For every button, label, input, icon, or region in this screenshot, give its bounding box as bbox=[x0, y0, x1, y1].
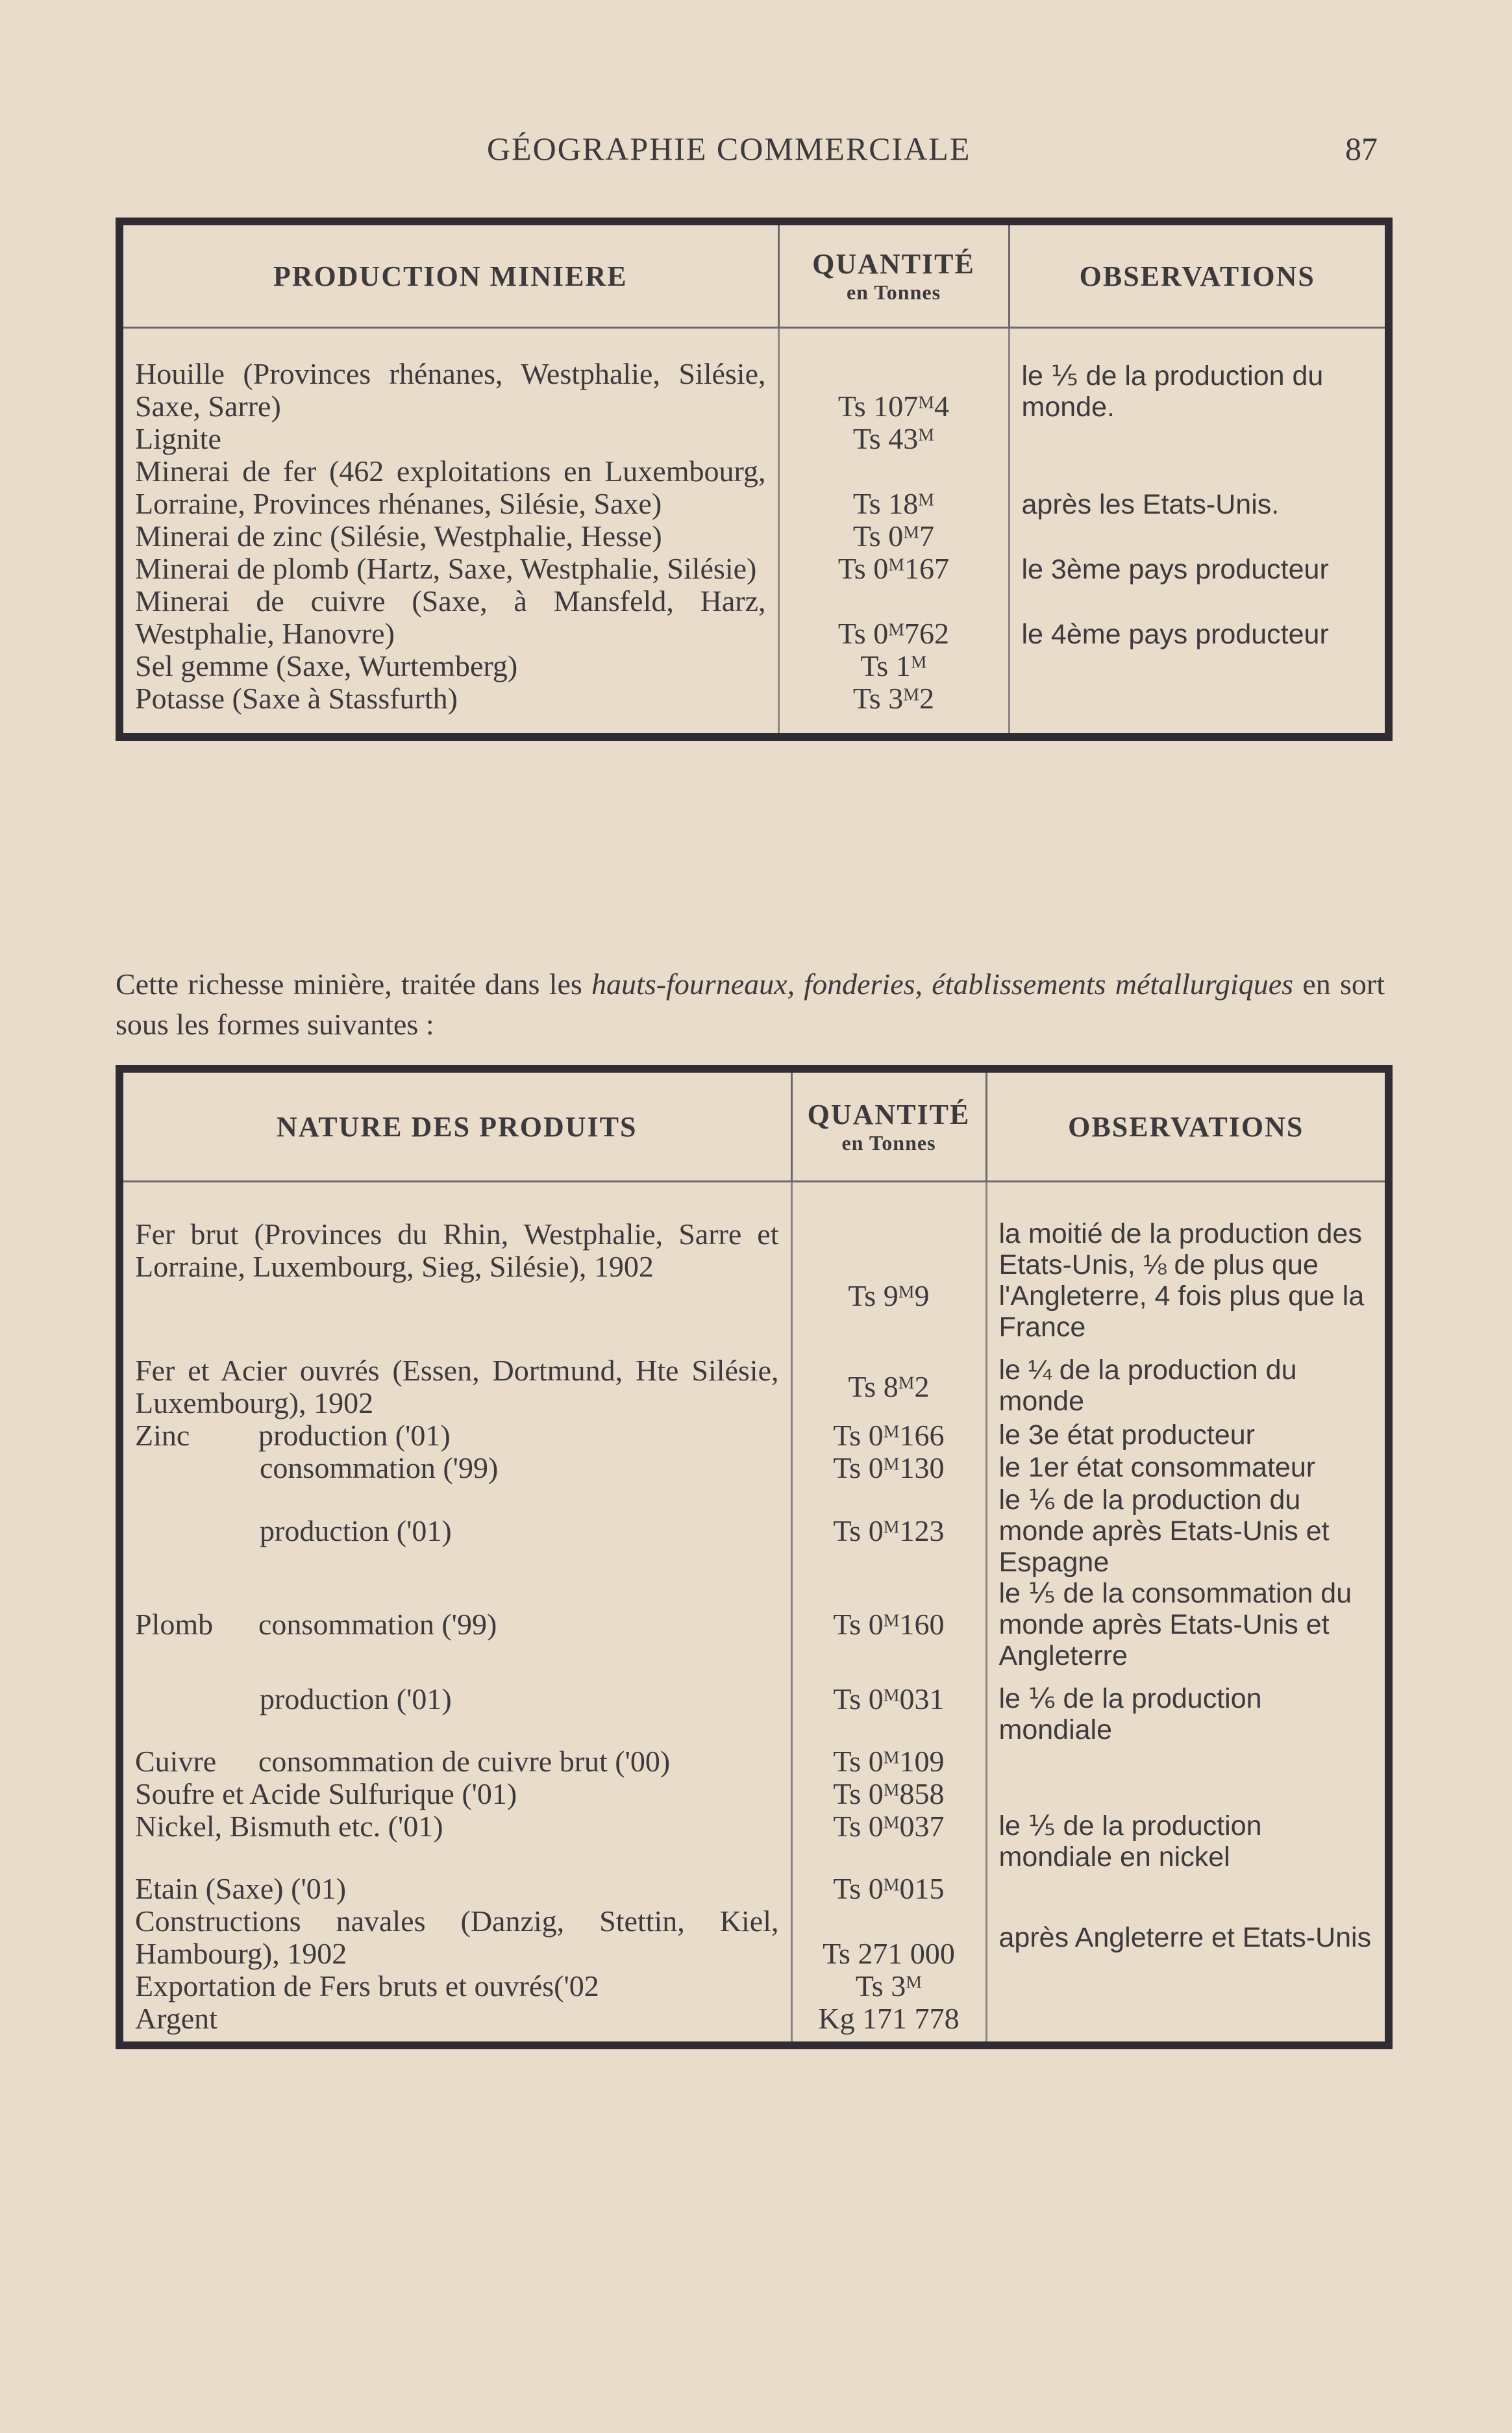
header-quantity-label: QUANTITÉ bbox=[812, 248, 975, 280]
quantity-cell: Ts 0ᴹ7 bbox=[778, 520, 1009, 553]
table-row bbox=[119, 1873, 1389, 1905]
product-cell bbox=[119, 1419, 791, 1452]
product-cell: Fer brut (Provinces du Rhin, Westphalie, Sarre et Lorraine, Luxembourg, Sieg, Silésie), 1902 bbox=[119, 1182, 791, 1355]
observation-cell bbox=[1009, 520, 1389, 553]
observation-cell bbox=[986, 1778, 1389, 1810]
group-label-plomb: Plomb bbox=[135, 1608, 214, 1641]
table-row bbox=[119, 1578, 1389, 1683]
quantity-cell: Ts 0ᴹ167 bbox=[778, 553, 1009, 585]
table-row bbox=[119, 650, 1389, 682]
observation-cell: le 4ème pays producteur bbox=[1009, 585, 1389, 650]
quantity-cell: Ts 0ᴹ762 bbox=[778, 585, 1009, 650]
observation-cell bbox=[986, 1873, 1389, 1905]
table-row bbox=[119, 520, 1389, 553]
observation-cell: le ⅙ de la production du monde après Etats-Unis et Espagne bbox=[986, 1484, 1389, 1578]
observation-cell: le ⅙ de la production mondiale bbox=[986, 1683, 1389, 1745]
quantity-cell: Ts 0ᴹ160 bbox=[791, 1578, 986, 1683]
header-nature: NATURE DES PRODUITS bbox=[119, 1069, 791, 1182]
product-cell: Minerai de cuivre (Saxe, à Mansfeld, Harz, Westphalie, Hanovre) bbox=[119, 585, 778, 650]
observation-cell bbox=[986, 1745, 1389, 1778]
observation-cell: la moitié de la production des Etats-Unis, ⅛ de plus que l'Angleterre, 4 fois plus que la France bbox=[986, 1182, 1389, 1355]
product-cell: Argent bbox=[119, 2003, 791, 2045]
header-production: PRODUCTION MINIERE bbox=[119, 221, 778, 328]
header-observations: OBSERVATIONS bbox=[986, 1069, 1389, 1182]
product-cell: consommation ('99) bbox=[119, 1452, 791, 1484]
product-cell bbox=[119, 1578, 791, 1683]
observation-cell bbox=[986, 2003, 1389, 2045]
table-row bbox=[119, 1452, 1389, 1484]
quantity-cell: Ts 0ᴹ015 bbox=[791, 1873, 986, 1905]
header-quantity-label: QUANTITÉ bbox=[807, 1099, 971, 1130]
table-row bbox=[119, 1683, 1389, 1745]
page-header bbox=[0, 130, 1512, 175]
quantity-cell: Ts 8ᴹ2 bbox=[791, 1354, 986, 1419]
observation-cell: après les Etats-Unis. bbox=[1009, 455, 1389, 520]
header-observations: OBSERVATIONS bbox=[1009, 221, 1389, 328]
observation-cell: le ⅕ de la consommation du monde après Etats-Unis et Angleterre bbox=[986, 1578, 1389, 1683]
quantity-cell: Ts 3ᴹ bbox=[791, 1970, 986, 2003]
product-cell: Constructions navales (Danzig, Stettin, Kiel, Hambourg), 1902 bbox=[119, 1905, 791, 1970]
header-quantity bbox=[791, 1069, 986, 1182]
table-row bbox=[119, 1905, 1389, 1970]
product-cell bbox=[119, 1745, 791, 1778]
quantity-cell: Ts 107ᴹ4 bbox=[778, 328, 1009, 423]
sub-product-label: production ('01) bbox=[258, 1419, 451, 1452]
quantity-cell: Ts 0ᴹ031 bbox=[791, 1683, 986, 1745]
header-quantity bbox=[778, 221, 1009, 328]
table-row bbox=[119, 553, 1389, 585]
group-label-zinc: Zinc bbox=[135, 1419, 190, 1452]
product-cell: Etain (Saxe) ('01) bbox=[119, 1873, 791, 1905]
mining-production-table bbox=[116, 218, 1393, 741]
observation-cell: le ⅕ de la production mondiale en nickel bbox=[986, 1810, 1389, 1873]
observation-cell bbox=[986, 1970, 1389, 2003]
observation-cell: le ⅕ de la production du monde. bbox=[1009, 328, 1389, 423]
product-cell: Exportation de Fers bruts et ouvrés('02 bbox=[119, 1970, 791, 2003]
product-cell: Soufre et Acide Sulfurique ('01) bbox=[119, 1778, 791, 1810]
product-cell: Minerai de plomb (Hartz, Saxe, Westphalie, Silésie) bbox=[119, 553, 778, 585]
product-cell: Sel gemme (Saxe, Wurtemberg) bbox=[119, 650, 778, 682]
table-row bbox=[119, 328, 1389, 423]
quantity-cell: Ts 18ᴹ bbox=[778, 455, 1009, 520]
table-row bbox=[119, 1810, 1389, 1873]
table-row bbox=[119, 455, 1389, 520]
table-header-row bbox=[119, 1069, 1389, 1182]
product-cell: Minerai de fer (462 exploitations en Luxembourg, Lorraine, Provinces rhénanes, Silésie, Saxe) bbox=[119, 455, 778, 520]
page-number: 87 bbox=[1345, 131, 1378, 167]
table-row bbox=[119, 1745, 1389, 1778]
product-cell: Potasse (Saxe à Stassfurth) bbox=[119, 682, 778, 737]
quantity-cell: Ts 9ᴹ9 bbox=[791, 1182, 986, 1355]
group-label-cuivre: Cuivre bbox=[135, 1745, 217, 1778]
quantity-cell: Ts 0ᴹ109 bbox=[791, 1745, 986, 1778]
table-row bbox=[119, 1970, 1389, 2003]
observation-cell: après Angleterre et Etats-Unis bbox=[986, 1905, 1389, 1970]
table-row bbox=[119, 2003, 1389, 2045]
paragraph-text-end: en sort sous les formes suivantes : bbox=[116, 967, 1385, 1041]
table-row bbox=[119, 1354, 1389, 1419]
quantity-cell: Ts 271 000 bbox=[791, 1905, 986, 1970]
products-table bbox=[116, 1065, 1393, 2049]
quantity-cell: Ts 0ᴹ130 bbox=[791, 1452, 986, 1484]
quantity-cell: Ts 0ᴹ037 bbox=[791, 1810, 986, 1873]
observation-cell: le 1er état consommateur bbox=[986, 1452, 1389, 1484]
product-cell: Houille (Provinces rhénanes, Westphalie, Silésie, Saxe, Sarre) bbox=[119, 328, 778, 423]
quantity-cell: Ts 3ᴹ2 bbox=[778, 682, 1009, 737]
paragraph-text-start: Cette richesse minière, traitée dans les bbox=[116, 967, 592, 1001]
table-header-row bbox=[119, 221, 1389, 328]
header-quantity-unit: en Tonnes bbox=[846, 281, 941, 304]
header-quantity-unit: en Tonnes bbox=[841, 1131, 936, 1154]
product-cell: Minerai de zinc (Silésie, Westphalie, Hesse) bbox=[119, 520, 778, 553]
product-cell: Fer et Acier ouvrés (Essen, Dortmund, Hte Silésie, Luxembourg), 1902 bbox=[119, 1354, 791, 1419]
table-row bbox=[119, 1778, 1389, 1810]
intro-paragraph bbox=[116, 964, 1385, 1045]
table-row bbox=[119, 682, 1389, 737]
quantity-cell: Ts 0ᴹ123 bbox=[791, 1484, 986, 1578]
quantity-cell: Ts 43ᴹ bbox=[778, 423, 1009, 455]
sub-product-label: consommation de cuivre brut ('00) bbox=[258, 1745, 671, 1778]
observation-cell bbox=[1009, 650, 1389, 682]
product-cell: production ('01) bbox=[119, 1683, 791, 1745]
running-title: GÉOGRAPHIE COMMERCIALE bbox=[487, 131, 971, 167]
quantity-cell: Ts 1ᴹ bbox=[778, 650, 1009, 682]
product-cell: Nickel, Bismuth etc. ('01) bbox=[119, 1810, 791, 1873]
table-row bbox=[119, 423, 1389, 455]
sub-product-label: consommation ('99) bbox=[258, 1608, 497, 1641]
observation-cell: le ¼ de la production du monde bbox=[986, 1354, 1389, 1419]
observation-cell bbox=[1009, 423, 1389, 455]
paragraph-italic-terms: hauts-fourneaux, fonderies, établissements métallurgiques bbox=[591, 967, 1294, 1001]
product-cell: production ('01) bbox=[119, 1484, 791, 1578]
quantity-cell: Ts 0ᴹ166 bbox=[791, 1419, 986, 1452]
table-row bbox=[119, 1182, 1389, 1355]
observation-cell: le 3ème pays producteur bbox=[1009, 553, 1389, 585]
quantity-cell: Ts 0ᴹ858 bbox=[791, 1778, 986, 1810]
quantity-cell: Kg 171 778 bbox=[791, 2003, 986, 2045]
table-row bbox=[119, 1419, 1389, 1452]
observation-cell: le 3e état producteur bbox=[986, 1419, 1389, 1452]
table-row bbox=[119, 585, 1389, 650]
product-cell: Lignite bbox=[119, 423, 778, 455]
observation-cell bbox=[1009, 682, 1389, 737]
table-row bbox=[119, 1484, 1389, 1578]
